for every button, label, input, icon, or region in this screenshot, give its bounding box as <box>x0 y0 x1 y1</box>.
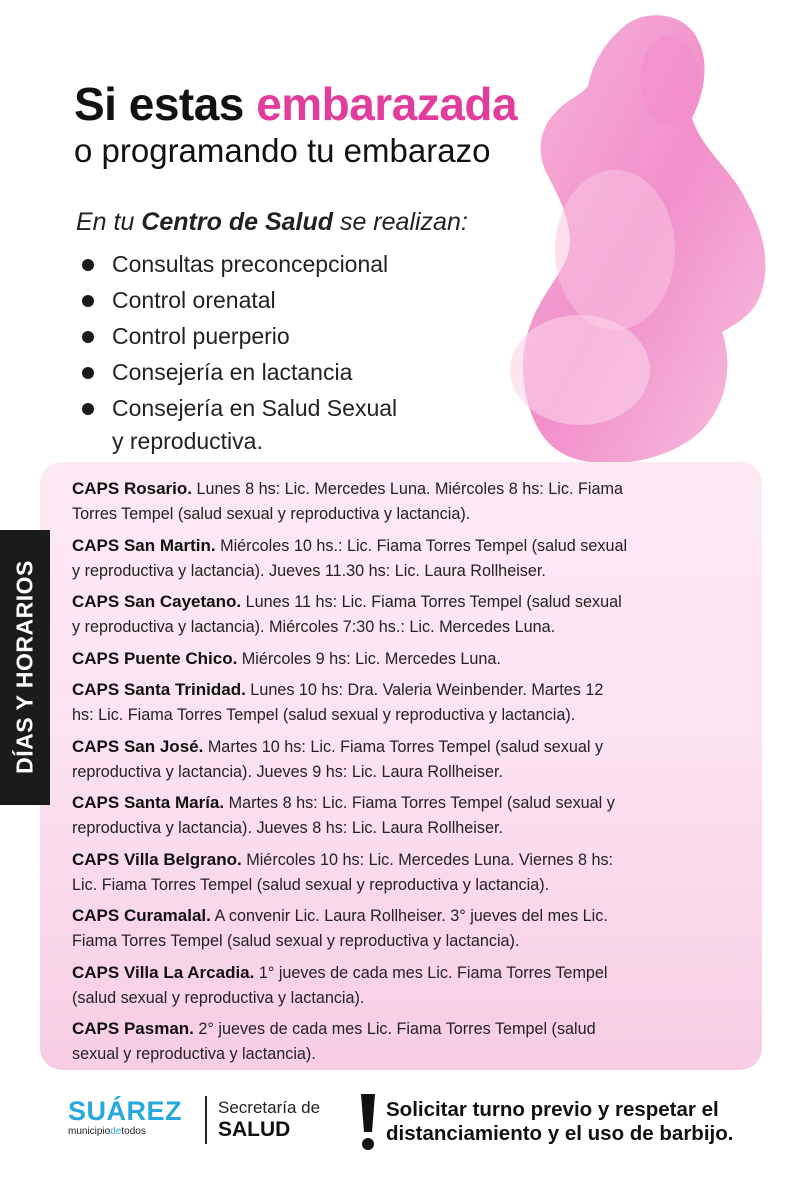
bullet-icon <box>82 295 94 307</box>
logo-tagline: municipiodetodos <box>68 1126 146 1137</box>
schedule-entry: CAPS Curamalal. A convenir Lic. Laura Rollheiser. 3° jueves del mes Lic. Fiama Torres Tempel (salud sexual y reproductiva y lactancia). <box>72 906 608 950</box>
intro-text: En tu Centro de Salud se realizan: <box>76 208 468 236</box>
schedule-list <box>72 476 752 1073</box>
schedule-entry: CAPS Rosario. Lunes 8 hs: Lic. Mercedes Luna. Miércoles 8 hs: Lic. Fiama Torres Tempel (salud sexual y reproductiva y lactancia). <box>72 479 623 523</box>
headline-line-1: Si estas embarazada <box>74 78 518 130</box>
service-item: Consultas preconcepcional <box>82 246 397 282</box>
side-tab-label: DÍAS Y HORARIOS <box>11 560 38 774</box>
notice-text: Solicitar turno previo y respetar el distanciamiento y el uso de barbijo. <box>386 1098 734 1145</box>
footer-divider <box>205 1096 207 1144</box>
headline-accent: embarazada <box>256 78 518 130</box>
schedule-entry: CAPS San Martin. Miércoles 10 hs.: Lic. Fiama Torres Tempel (salud sexual y reproductiva y lactancia). Jueves 11.30 hs: Lic. Laura Rollheiser. <box>72 535 628 580</box>
bullet-icon <box>82 331 94 343</box>
headline-line-2: o programando tu embarazo <box>74 132 491 169</box>
schedule-entry: CAPS Villa La Arcadia. 1° jueves de cada mes Lic. Fiama Torres Tempel (salud sexual y reproductiva y lactancia). <box>72 962 608 1007</box>
bullet-icon <box>82 367 94 379</box>
schedule-entry: CAPS Puente Chico. Miércoles 9 hs: Lic. Mercedes Luna. <box>72 648 501 668</box>
footer <box>0 1090 800 1160</box>
bullet-icon <box>82 403 94 415</box>
schedule-entry: CAPS Santa Trinidad. Lunes 10 hs: Dra. Valeria Weinbender. Martes 12 hs: Lic. Fiama Torres Tempel (salud sexual y reproductiva y lactancia). <box>72 680 604 724</box>
schedule-entry: CAPS Villa Belgrano. Miércoles 10 hs: Lic. Mercedes Luna. Viernes 8 hs: Lic. Fiama Torres Tempel (salud sexual y reproductiva y lactancia). <box>72 849 614 894</box>
schedule-entry: CAPS Santa María. Martes 8 hs: Lic. Fiama Torres Tempel (salud sexual y reproductiva y lactancia). Jueves 8 hs: Lic. Laura Rollheiser. <box>72 793 615 837</box>
secretaria-label: Secretaría de SALUD <box>218 1098 321 1141</box>
services-list <box>82 246 397 456</box>
schedule-entry: CAPS San José. Martes 10 hs: Lic. Fiama Torres Tempel (salud sexual y reproductiva y lactancia). Jueves 9 hs: Lic. Laura Rollheiser. <box>72 736 604 781</box>
exclamation-icon <box>356 1092 380 1152</box>
side-tab <box>0 530 50 805</box>
service-item: Control puerperio <box>82 318 397 354</box>
bullet-icon <box>82 259 94 271</box>
schedule-entry: CAPS Pasman. 2° jueves de cada mes Lic. Fiama Torres Tempel (salud sexual y reproductiva y lactancia). <box>72 1019 596 1063</box>
suarez-logo <box>68 1096 182 1138</box>
schedule-entry: CAPS San Cayetano. Lunes 11 hs: Lic. Fiama Torres Tempel (salud sexual y reproductiva y lactancia). Miércoles 7:30 hs.: Lic. Mercedes Luna. <box>72 592 622 636</box>
service-item: Consejería en lactancia <box>82 354 397 390</box>
logo-brand: SUÁREZ <box>68 1096 183 1126</box>
service-item: Consejería en Salud Sexual y reproductiva. <box>82 390 397 456</box>
service-item: Control orenatal <box>82 282 397 318</box>
pregnant-woman-silhouette <box>470 0 800 470</box>
headline <box>74 78 517 172</box>
